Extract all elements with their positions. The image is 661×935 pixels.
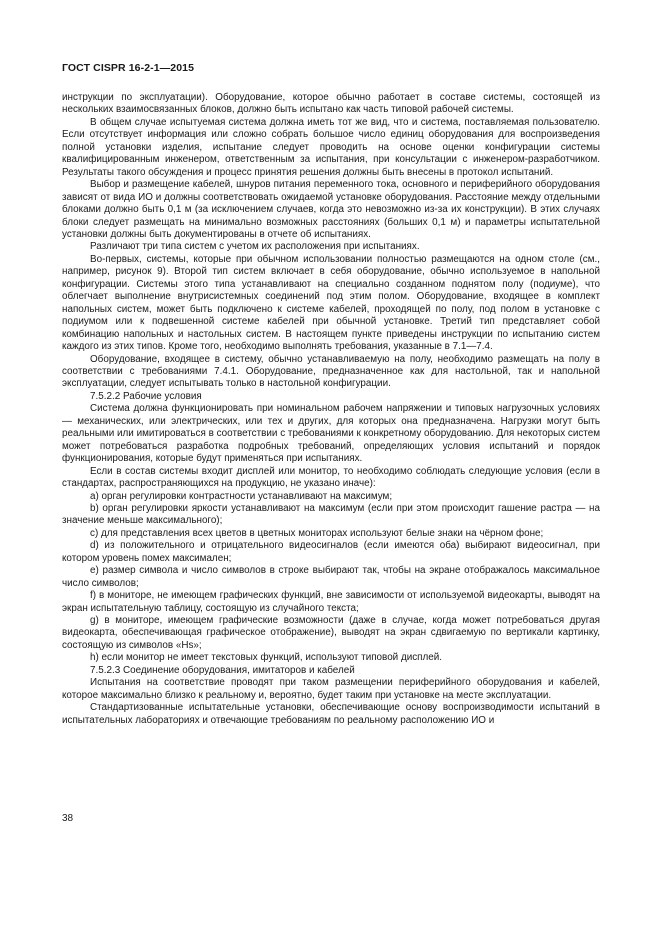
document-header: ГОСТ CISPR 16-2-1—2015 [62,62,195,74]
paragraph: инструкции по эксплуатации). Оборудование, которое обычно работает в составе системы, состоящей из нескольких взаимосвязанных блоков, должно быть испытано как часть типовой рабочей системы. [62,92,600,116]
list-item: e) размер символа и число символов в строке выбирают так, чтобы на экране отображалось максимальное число символов; [62,565,600,589]
list-item: b) орган регулировки яркости устанавливают на максимум (если при этом происходит гашение растра — на значение меньше максимального); [62,502,600,527]
paragraph: Стандартизованные испытательные установки, обеспечивающие основу воспроизводимости испытаний в испытательных лабораториях и отвечающие требованиям по реальному расположению ИО и [62,702,600,726]
list-item: f) в мониторе, не имеющем графических функций, вне зависимости от используемой видеокарты, выводят на экран испытательную таблицу, состоящую из случайного текста; [62,590,600,614]
list-item: a) орган регулировки контрастности устанавливают на максимум; [90,490,393,502]
paragraph: Во-первых, системы, которые при обычном использовании полностью размещаются на одном столе (см., например, рисунок 9). Второй тип систем включает в себя оборудование, обычно используемое в напольной конфигурации. Системы этого типа устанавливают на специально созданном поднятом полу (подиуме), что облегчает выполнение внутрисистемных соединений под этим полом. Оборудование, входящее в комплект напольных систем, может быть подключено к системе кабелей, проходящей по полу, под полом в установке с подиумом или к подвешенной системе кабелей при обычной установке. Третий тип представляет собой комбинацию напольных и настольных систем. В настоящем пункте приведены инструкции по испытанию систем каждого из этих типов. Кроме того, необходимо выполнять требования, указанные в 7.1—7.4. [62,253,600,353]
paragraph: Выбор и размещение кабелей, шнуров питания переменного тока, основного и периферийного оборудования зависят от вида ИО и должны соответствовать ожидаемой установке оборудования. Расстояние между отдельными блоками должно быть 0,1 м (за исключением случаев, когда это невозможно из-за их конструкции). В этих случаях блоки следует размещать на минимально возможных расстояниях (больших 0,1 м) и параметры испытательной установки должны быть документированы в отчете об испытаниях. [62,179,600,240]
paragraph: Система должна функционировать при номинальном рабочем напряжении и типовых нагрузочных условиях — механических, или электрических, или тех и других, для которых она предназначена. Нагрузки могут быть реальными или имитироваться в соответствии с требованиями к конкретному оборудованию. Для некоторых систем может потребоваться разработка подробных требований, определяющих условия испытаний и порядок функционирования, которые будут применяться при испытаниях. [62,403,600,465]
section-heading: 7.5.2.2 Рабочие условия [90,390,202,402]
paragraph: Различают три типа систем с учетом их расположения при испытаниях. [90,241,420,253]
paragraph: Испытания на соответствие проводят при таком размещении периферийного оборудования и кабелей, которое максимально близко к реальному и, вероятно, будет таким при установке на месте эксплуатации. [62,677,600,701]
paragraph: Оборудование, входящее в систему, обычно устанавливаемую на полу, необходимо размещать на полу в соответствии с требованиями 7.4.1. Оборудование, предназначенное как для настольной, так и напольной эксплуатации, следует испытывать только в настольной конфигурации. [62,353,600,390]
list-item: c) для представления всех цветов в цветных мониторах используют белые знаки на чёрном фоне; [90,527,544,539]
list-item: h) если монитор не имеет текстовых функций, используют типовой дисплей. [90,652,443,664]
paragraph: Если в состав системы входит дисплей или монитор, то необходимо соблюдать следующие условия (если в стандартах, распространяющихся на продукцию, не указано иначе): [62,465,600,490]
paragraph: В общем случае испытуемая система должна иметь тот же вид, что и система, поставляемая пользователю. Если отсутствует информация или сложно собрать большое число единиц оборудования для воспроизведения полной установки изделия, испытание следует проводить на основе оценки конфигурации системы квалифицированным инженером, ответственным за испытания, при консультации с инженером-разработчиком. Результаты такого обсуждения и процесс принятия решения должны быть внесены в протокол испытаний. [62,116,600,178]
page-number: 38 [62,813,74,824]
list-item: g) в мониторе, имеющем графические возможности (даже в случае, когда может потребоваться другая видеокарта, обеспечивающая графическое отображение), выводят на экран сдвигаемую по вертикали картинку, состоящую из символов «Hs»; [62,615,600,651]
document-body [62,92,600,727]
section-heading: 7.5.2.3 Соединение оборудования, имитаторов и кабелей [90,664,355,676]
list-item: d) из положительного и отрицательного видеосигналов (если имеются оба) выбирают видеосигнал, при котором уровень помех максимален; [62,540,600,564]
